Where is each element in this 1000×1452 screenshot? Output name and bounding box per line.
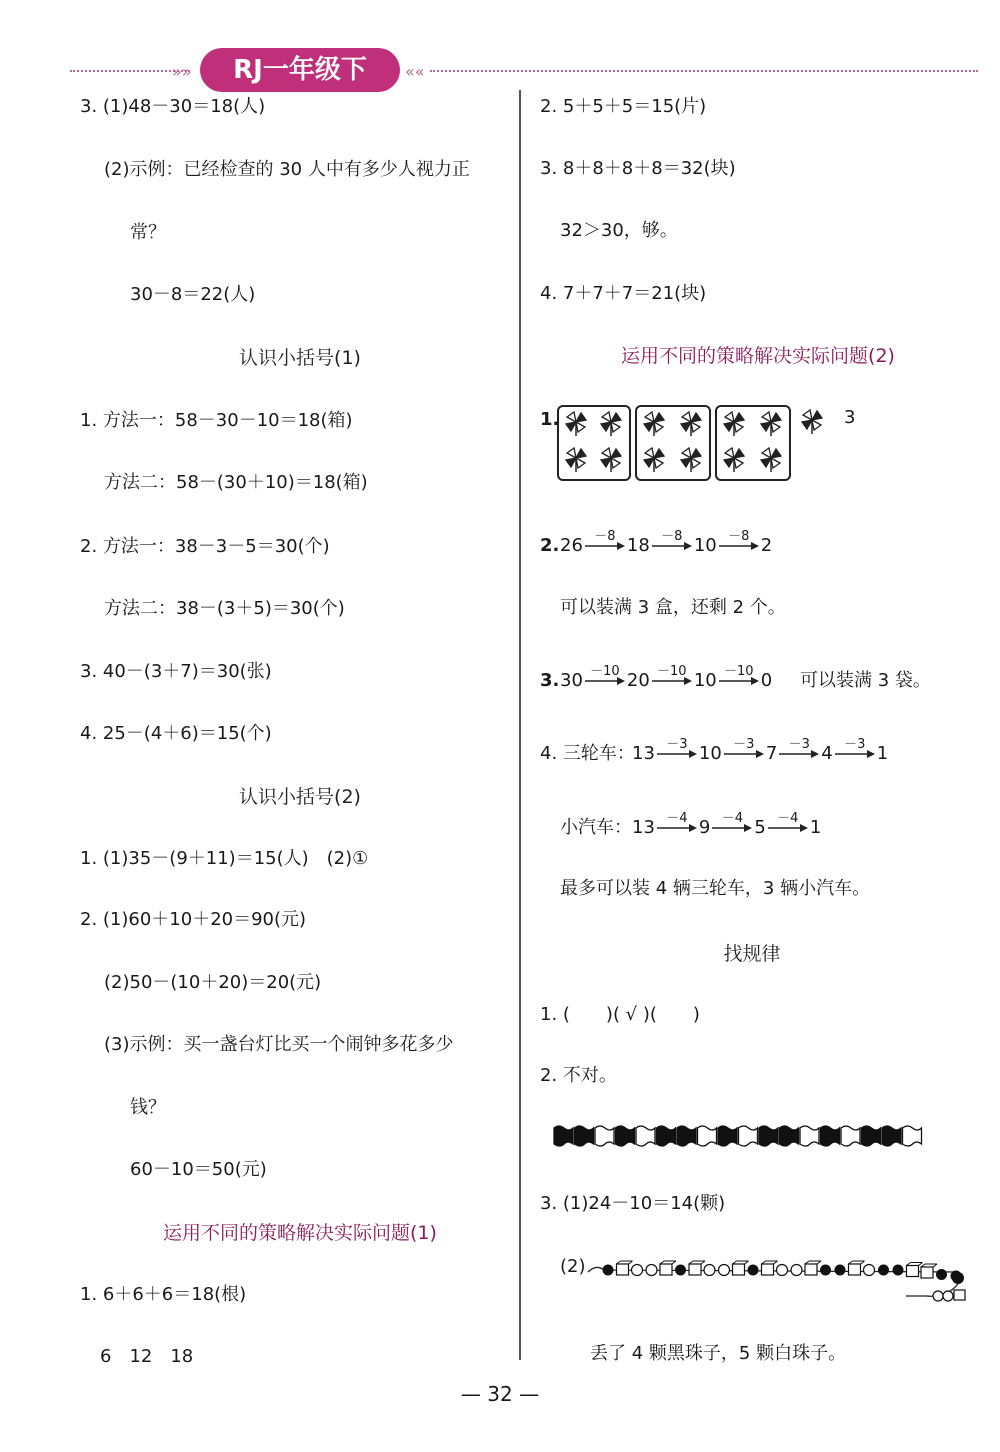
flag-icon [882,1126,901,1146]
s3-q1: 1. 6＋6＋6＝18(根) [80,1284,247,1305]
black-bead [936,1269,947,1280]
flag-icon [595,1126,614,1146]
white-bead [719,1265,730,1276]
z3b-label: (2) [560,1256,586,1277]
right-arrow-icon [657,811,697,833]
chain-number: 1 [809,817,822,838]
flag-icon [759,1126,778,1146]
header-dotted-line-right [430,70,978,72]
white-bead [791,1265,802,1276]
s2-q1: 1. (1)35－(9＋11)＝15(人) (2)① [80,848,369,869]
r-q4: 4. 7＋7＋7＝21(块) [540,283,707,304]
left-q3-2b: 常？ [130,222,166,243]
white-bead [777,1265,788,1276]
right-arrow-icon [835,737,875,759]
chain-number: 10 [693,535,717,556]
section-title-brackets-2: 认识小括号(2) [239,786,361,808]
flag-icon [821,1126,840,1146]
chain-number: 26 [560,535,583,556]
p1-label: 1. [540,409,560,430]
r-q3: 3. 8＋8＋8＋8＝32(块) [540,158,736,179]
flag-icon [616,1126,635,1146]
p4-label: 4. 三轮车： [540,743,635,764]
cube-bead [733,1264,745,1275]
white-bead [646,1265,657,1276]
arrow-step-label: －3 [788,737,810,752]
section-title-strategies-2: 运用不同的策略解决实际问题(2) [621,345,895,367]
flag-icon [780,1126,799,1146]
z1: 1. ( )( √ )( ) [540,1004,700,1025]
arrow-step-label: －3 [844,737,866,752]
black-bead [835,1265,846,1276]
s2-q2e: 60－10＝50(元) [130,1159,267,1180]
chain-number: 2 [760,535,773,556]
flag-icon [677,1126,696,1146]
s1-q3: 3. 40－(3＋7)＝30(张) [80,661,272,682]
black-bead [893,1265,904,1276]
flag-icon [636,1126,655,1146]
left-q3-calc: 30－8＝22(人) [130,284,256,305]
z2: 2. 不对。 [540,1065,617,1086]
flag-icon [554,1126,573,1146]
pinwheel-groups [556,404,856,484]
right-arrow-icon [719,664,759,686]
black-bead [603,1265,614,1276]
flag-icon [903,1126,922,1146]
s2-q2c: (3)示例：买一盏台灯比买一个闹钟多花多少 [104,1034,454,1055]
cube-bead [660,1264,672,1275]
section-title-patterns: 找规律 [723,943,781,965]
s1-q1b: 方法二：58－(30＋10)＝18(箱) [104,472,368,493]
white-bead [864,1265,875,1276]
chain-number: 0 [760,670,773,691]
s1-q4: 4. 25－(4＋6)＝15(个) [80,723,272,744]
p4b-chain [632,811,822,840]
flag-pattern-row [552,1122,932,1152]
p3-chain [560,664,773,693]
chain-number: 18 [626,535,650,556]
column-divider [519,90,521,1360]
arrow-step-label: －3 [666,737,688,752]
flag-icon [575,1126,594,1146]
black-bead [748,1265,759,1276]
right-arrow-icon [652,529,692,551]
arrow-step-label: －10 [590,664,620,679]
z3: 3. (1)24－10＝14(颗) [540,1193,726,1214]
arrow-step-label: －4 [721,811,743,826]
left-ornament-icon: »» [172,62,192,81]
arrow-step-label: －4 [666,811,688,826]
cube-bead [849,1264,861,1275]
right-arrow-icon [724,737,764,759]
right-arrow-icon [768,811,808,833]
cube-bead [805,1264,817,1275]
black-bead [675,1265,686,1276]
arrow-step-label: －8 [661,529,683,544]
z3-text: 丢了 4 颗黑珠子，5 颗白珠子。 [590,1343,847,1364]
flag-icon [800,1126,819,1146]
p4-text: 最多可以装 4 辆三轮车，3 辆小汽车。 [560,878,871,899]
chain-number: 13 [632,817,655,838]
s2-q2a: 2. (1)60＋10＋20＝90(元) [80,909,307,930]
chain-number: 10 [698,743,722,764]
page-number: — 32 — [460,1382,540,1406]
left-q3-1: 3. (1)48－30＝18(人) [80,96,266,117]
right-arrow-icon [657,737,697,759]
right-arrow-icon [585,529,625,551]
white-bead [704,1265,715,1276]
chain-number: 7 [765,743,778,764]
p4-chain [632,737,889,766]
p2-label: 2. [540,535,560,556]
chain-number: 4 [821,743,833,764]
arrow-step-label: －8 [728,529,750,544]
r-q2: 2. 5＋5＋5＝15(片) [540,96,707,117]
chain-number: 30 [560,670,583,691]
right-arrow-icon [719,529,759,551]
arrow-step-label: －10 [657,664,687,679]
black-bead [878,1265,889,1276]
chain-number: 20 [626,670,650,691]
s2-q2b: (2)50－(10＋20)＝20(元) [104,972,322,993]
right-arrow-icon [585,664,625,686]
flag-icon [698,1126,717,1146]
arrow-step-label: －8 [594,529,616,544]
chain-number: 1 [876,743,889,764]
p1-remain: 3 [844,407,856,428]
cube-bead [907,1266,919,1277]
cube-bead [762,1264,774,1275]
chain-number: 9 [698,817,711,838]
arrow-step-label: －10 [723,664,754,679]
cube-bead [921,1267,933,1278]
left-q3-2a: (2)示例：已经检查的 30 人中有多少人视力正 [104,159,470,180]
right-arrow-icon [779,737,819,759]
grade-title: RJ一年级下 [233,55,367,85]
s1-q1a: 1. 方法一：58－30－10＝18(箱) [80,410,353,431]
chain-number: 10 [693,670,717,691]
right-arrow-icon [712,811,752,833]
chain-number: 13 [632,743,655,764]
cube-bead [617,1264,629,1275]
p4b-label: 小汽车： [560,817,632,838]
right-ornament-icon: «« [405,62,425,81]
s1-q2b: 方法二：38－(3＋5)＝30(个) [104,598,345,619]
flag-icon [841,1126,860,1146]
flag-icon [739,1126,758,1146]
bead-string [586,1250,976,1310]
flag-icon [862,1126,881,1146]
section-title-strategies-1: 运用不同的策略解决实际问题(1) [163,1222,437,1244]
section-title-brackets-1: 认识小括号(1) [239,347,361,369]
p3-label: 3. [540,670,560,691]
arrow-step-label: －3 [733,737,755,752]
arrow-step-label: －4 [777,811,799,826]
s2-q2d: 钱？ [130,1097,166,1118]
p3-text: 可以装满 3 袋。 [800,670,931,691]
r-q3b: 32＞30，够。 [560,220,678,241]
s1-q2a: 2. 方法一：38－3－5＝30(个) [80,536,330,557]
cube-bead [689,1264,701,1275]
p2-text: 可以装满 3 盒，还剩 2 个。 [560,597,786,618]
flag-icon [657,1126,676,1146]
white-bead [632,1265,643,1276]
chain-number: 5 [754,817,766,838]
s3-seq: 6 12 18 [100,1346,194,1367]
flag-icon [718,1126,737,1146]
p2-chain [560,529,773,558]
right-arrow-icon [652,664,692,686]
black-bead [820,1265,831,1276]
